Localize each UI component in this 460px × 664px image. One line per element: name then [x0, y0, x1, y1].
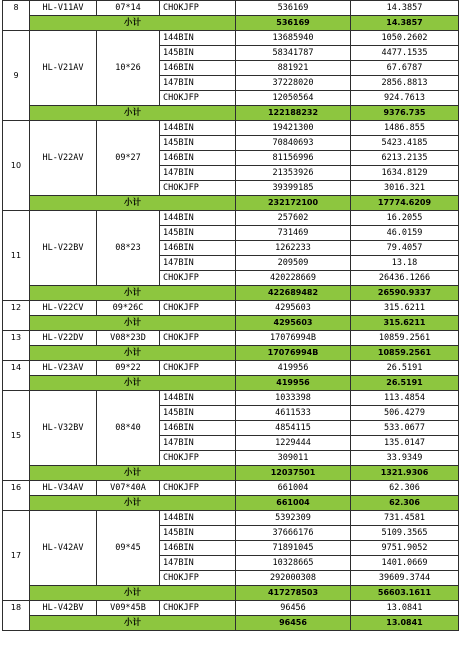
item-cell[interactable]: 144BIN [160, 511, 236, 526]
amount-cell[interactable]: 5423.4185 [351, 136, 459, 151]
model-cell[interactable]: HL-V22BV [30, 211, 97, 286]
subtotal-amount-cell[interactable]: 56603.1611 [351, 586, 459, 601]
item-cell[interactable]: 146BIN [160, 541, 236, 556]
subtotal-row [3, 616, 459, 631]
quantity-cell[interactable]: 257602 [236, 211, 351, 226]
item-cell[interactable]: 145BIN [160, 226, 236, 241]
amount-cell[interactable]: 33.9349 [351, 451, 459, 466]
quantity-cell[interactable]: 1262233 [236, 241, 351, 256]
quantity-cell[interactable]: 96456 [236, 601, 351, 616]
quantity-cell[interactable]: 309011 [236, 451, 351, 466]
subtotal-amount-cell[interactable]: 10859.2561 [351, 346, 459, 361]
item-cell[interactable]: 145BIN [160, 136, 236, 151]
quantity-cell[interactable]: 1229444 [236, 436, 351, 451]
item-cell[interactable]: 145BIN [160, 406, 236, 421]
model-cell[interactable]: HL-V42AV [30, 511, 97, 586]
spec-cell[interactable]: 09*22 [97, 361, 160, 376]
subtotal-amount-cell[interactable]: 1321.9306 [351, 466, 459, 481]
subtotal-amount-cell[interactable]: 315.6211 [351, 316, 459, 331]
item-cell[interactable]: 146BIN [160, 151, 236, 166]
quantity-cell[interactable]: 81156996 [236, 151, 351, 166]
quantity-cell[interactable]: 19421300 [236, 121, 351, 136]
subtotal-row [3, 196, 459, 211]
subtotal-label-cell[interactable]: 小计 [30, 316, 236, 331]
amount-cell[interactable]: 135.0147 [351, 436, 459, 451]
group-index-cell[interactable]: 11 [3, 211, 30, 301]
item-cell[interactable]: CHOKJFP [160, 181, 236, 196]
group-index-cell[interactable]: 14 [3, 361, 30, 391]
table-row [3, 361, 459, 376]
quantity-cell[interactable]: 5392309 [236, 511, 351, 526]
model-cell[interactable]: HL-V23AV [30, 361, 97, 376]
group-index-cell[interactable]: 17 [3, 511, 30, 601]
group-index-cell[interactable]: 16 [3, 481, 30, 511]
amount-cell[interactable]: 3016.321 [351, 181, 459, 196]
quantity-cell[interactable]: 1033398 [236, 391, 351, 406]
quantity-cell[interactable]: 881921 [236, 61, 351, 76]
group-index-cell[interactable]: 13 [3, 331, 30, 361]
quantity-cell[interactable]: 71891045 [236, 541, 351, 556]
amount-cell[interactable]: 4477.1535 [351, 46, 459, 61]
subtotal-amount-cell[interactable]: 62.306 [351, 496, 459, 511]
item-cell[interactable]: CHOKJFP [160, 271, 236, 286]
spec-cell[interactable]: V09*45B [97, 601, 160, 616]
item-cell[interactable]: 145BIN [160, 46, 236, 61]
model-cell[interactable]: HL-V34AV [30, 481, 97, 496]
table-row [3, 331, 459, 346]
amount-cell[interactable]: 6213.2135 [351, 151, 459, 166]
spec-cell[interactable]: 10*26 [97, 31, 160, 106]
amount-cell[interactable]: 13.18 [351, 256, 459, 271]
subtotal-quantity-cell[interactable]: 122188232 [236, 106, 351, 121]
subtotal-quantity-cell[interactable]: 419956 [236, 376, 351, 391]
subtotal-quantity-cell[interactable]: 417278503 [236, 586, 351, 601]
subtotal-quantity-cell[interactable]: 12037501 [236, 466, 351, 481]
group-index-cell[interactable]: 10 [3, 121, 30, 211]
item-cell[interactable]: 147BIN [160, 436, 236, 451]
amount-cell[interactable]: 506.4279 [351, 406, 459, 421]
subtotal-row [3, 286, 459, 301]
subtotal-quantity-cell[interactable]: 4295603 [236, 316, 351, 331]
item-cell[interactable]: 144BIN [160, 211, 236, 226]
item-cell[interactable]: 146BIN [160, 421, 236, 436]
subtotal-row [3, 106, 459, 121]
group-index-cell[interactable]: 15 [3, 391, 30, 481]
quantity-cell[interactable]: 419956 [236, 361, 351, 376]
item-cell[interactable]: 144BIN [160, 121, 236, 136]
item-cell[interactable]: 146BIN [160, 61, 236, 76]
subtotal-quantity-cell[interactable]: 232172100 [236, 196, 351, 211]
table-row [3, 31, 459, 46]
subtotal-row [3, 16, 459, 31]
table-row [3, 301, 459, 316]
amount-cell[interactable]: 1050.2602 [351, 31, 459, 46]
quantity-cell[interactable]: 536169 [236, 1, 351, 16]
spec-cell[interactable]: 09*45 [97, 511, 160, 586]
item-cell[interactable]: CHOKJFP [160, 91, 236, 106]
group-index-cell[interactable]: 18 [3, 601, 30, 631]
item-cell[interactable]: CHOKJFP [160, 1, 236, 16]
model-cell[interactable]: HL-V22DV [30, 331, 97, 346]
quantity-cell[interactable]: 292000308 [236, 571, 351, 586]
subtotal-amount-cell[interactable]: 17774.6209 [351, 196, 459, 211]
quantity-cell[interactable]: 17076994B [236, 331, 351, 346]
group-index-cell[interactable]: 8 [3, 1, 30, 31]
subtotal-label-cell[interactable]: 小计 [30, 286, 236, 301]
item-cell[interactable]: 147BIN [160, 256, 236, 271]
spec-cell[interactable]: 08*23 [97, 211, 160, 286]
amount-cell[interactable]: 1401.0669 [351, 556, 459, 571]
table-row [3, 601, 459, 616]
subtotal-label-cell[interactable]: 小计 [30, 346, 236, 361]
subtotal-amount-cell[interactable]: 26.5191 [351, 376, 459, 391]
spec-cell[interactable]: 07*14 [97, 1, 160, 16]
subtotal-quantity-cell[interactable]: 536169 [236, 16, 351, 31]
amount-cell[interactable]: 924.7613 [351, 91, 459, 106]
amount-cell[interactable]: 5109.3565 [351, 526, 459, 541]
group-index-cell[interactable]: 12 [3, 301, 30, 331]
subtotal-label-cell[interactable]: 小计 [30, 196, 236, 211]
table-row [3, 481, 459, 496]
amount-cell[interactable]: 9751.9052 [351, 541, 459, 556]
subtotal-row [3, 466, 459, 481]
quantity-cell[interactable]: 39399185 [236, 181, 351, 196]
data-table [2, 0, 459, 631]
quantity-cell[interactable]: 10328665 [236, 556, 351, 571]
subtotal-amount-cell[interactable]: 13.0841 [351, 616, 459, 631]
item-cell[interactable]: CHOKJFP [160, 571, 236, 586]
subtotal-row [3, 316, 459, 331]
model-cell[interactable]: HL-V21AV [30, 31, 97, 106]
amount-cell[interactable]: 1634.8129 [351, 166, 459, 181]
quantity-cell[interactable]: 13685940 [236, 31, 351, 46]
subtotal-row [3, 346, 459, 361]
amount-cell[interactable]: 533.0677 [351, 421, 459, 436]
amount-cell[interactable]: 39609.3744 [351, 571, 459, 586]
amount-cell[interactable]: 731.4581 [351, 511, 459, 526]
model-cell[interactable]: HL-V42BV [30, 601, 97, 616]
amount-cell[interactable]: 14.3857 [351, 1, 459, 16]
spec-cell[interactable]: 09*27 [97, 121, 160, 196]
item-cell[interactable]: CHOKJFP [160, 481, 236, 496]
subtotal-amount-cell[interactable]: 26590.9337 [351, 286, 459, 301]
spec-cell[interactable]: 09*26C [97, 301, 160, 316]
amount-cell[interactable]: 315.6211 [351, 301, 459, 316]
subtotal-label-cell[interactable]: 小计 [30, 586, 236, 601]
quantity-cell[interactable]: 12050564 [236, 91, 351, 106]
table-row [3, 121, 459, 136]
subtotal-quantity-cell[interactable]: 96456 [236, 616, 351, 631]
model-cell[interactable]: HL-V32BV [30, 391, 97, 466]
quantity-cell[interactable]: 70840693 [236, 136, 351, 151]
quantity-cell[interactable]: 37666176 [236, 526, 351, 541]
amount-cell[interactable]: 113.4854 [351, 391, 459, 406]
table-row [3, 1, 459, 16]
subtotal-label-cell[interactable]: 小计 [30, 106, 236, 121]
item-cell[interactable]: 144BIN [160, 391, 236, 406]
model-cell[interactable]: HL-V22CV [30, 301, 97, 316]
quantity-cell[interactable]: 21353926 [236, 166, 351, 181]
subtotal-row [3, 586, 459, 601]
item-cell[interactable]: 147BIN [160, 556, 236, 571]
subtotal-amount-cell[interactable]: 9376.735 [351, 106, 459, 121]
model-cell[interactable]: HL-V22AV [30, 121, 97, 196]
item-cell[interactable]: 147BIN [160, 166, 236, 181]
subtotal-quantity-cell[interactable]: 661004 [236, 496, 351, 511]
table-row [3, 211, 459, 226]
quantity-cell[interactable]: 4611533 [236, 406, 351, 421]
quantity-cell[interactable]: 661004 [236, 481, 351, 496]
table-row [3, 511, 459, 526]
spec-cell[interactable]: V08*23D [97, 331, 160, 346]
item-cell[interactable]: CHOKJFP [160, 451, 236, 466]
amount-cell[interactable]: 67.6787 [351, 61, 459, 76]
amount-cell[interactable]: 46.0159 [351, 226, 459, 241]
item-cell[interactable]: 147BIN [160, 76, 236, 91]
group-index-cell[interactable]: 9 [3, 31, 30, 121]
amount-cell[interactable]: 26436.1266 [351, 271, 459, 286]
amount-cell[interactable]: 2856.8813 [351, 76, 459, 91]
subtotal-label-cell[interactable]: 小计 [30, 466, 236, 481]
quantity-cell[interactable]: 4854115 [236, 421, 351, 436]
amount-cell[interactable]: 16.2055 [351, 211, 459, 226]
amount-cell[interactable]: 10859.2561 [351, 331, 459, 346]
spec-cell[interactable]: 08*40 [97, 391, 160, 466]
subtotal-label-cell[interactable]: 小计 [30, 496, 236, 511]
amount-cell[interactable]: 79.4057 [351, 241, 459, 256]
subtotal-label-cell[interactable]: 小计 [30, 16, 236, 31]
subtotal-amount-cell[interactable]: 14.3857 [351, 16, 459, 31]
quantity-cell[interactable]: 4295603 [236, 301, 351, 316]
quantity-cell[interactable]: 420228669 [236, 271, 351, 286]
subtotal-row [3, 496, 459, 511]
quantity-cell[interactable]: 58341787 [236, 46, 351, 61]
item-cell[interactable]: CHOKJFP [160, 331, 236, 346]
amount-cell[interactable]: 1486.855 [351, 121, 459, 136]
item-cell[interactable]: 146BIN [160, 241, 236, 256]
quantity-cell[interactable]: 209509 [236, 256, 351, 271]
table-row [3, 391, 459, 406]
subtotal-quantity-cell[interactable]: 17076994B [236, 346, 351, 361]
item-cell[interactable]: 145BIN [160, 526, 236, 541]
item-cell[interactable]: 144BIN [160, 31, 236, 46]
model-cell[interactable]: HL-V11AV [30, 1, 97, 16]
subtotal-quantity-cell[interactable]: 422689482 [236, 286, 351, 301]
amount-cell[interactable]: 13.0841 [351, 601, 459, 616]
amount-cell[interactable]: 26.5191 [351, 361, 459, 376]
item-cell[interactable]: CHOKJFP [160, 301, 236, 316]
subtotal-label-cell[interactable]: 小计 [30, 616, 236, 631]
item-cell[interactable]: CHOKJFP [160, 361, 236, 376]
amount-cell[interactable]: 62.306 [351, 481, 459, 496]
spec-cell[interactable]: V07*40A [97, 481, 160, 496]
subtotal-row [3, 376, 459, 391]
quantity-cell[interactable]: 731469 [236, 226, 351, 241]
quantity-cell[interactable]: 37228020 [236, 76, 351, 91]
item-cell[interactable]: CHOKJFP [160, 601, 236, 616]
subtotal-label-cell[interactable]: 小计 [30, 376, 236, 391]
